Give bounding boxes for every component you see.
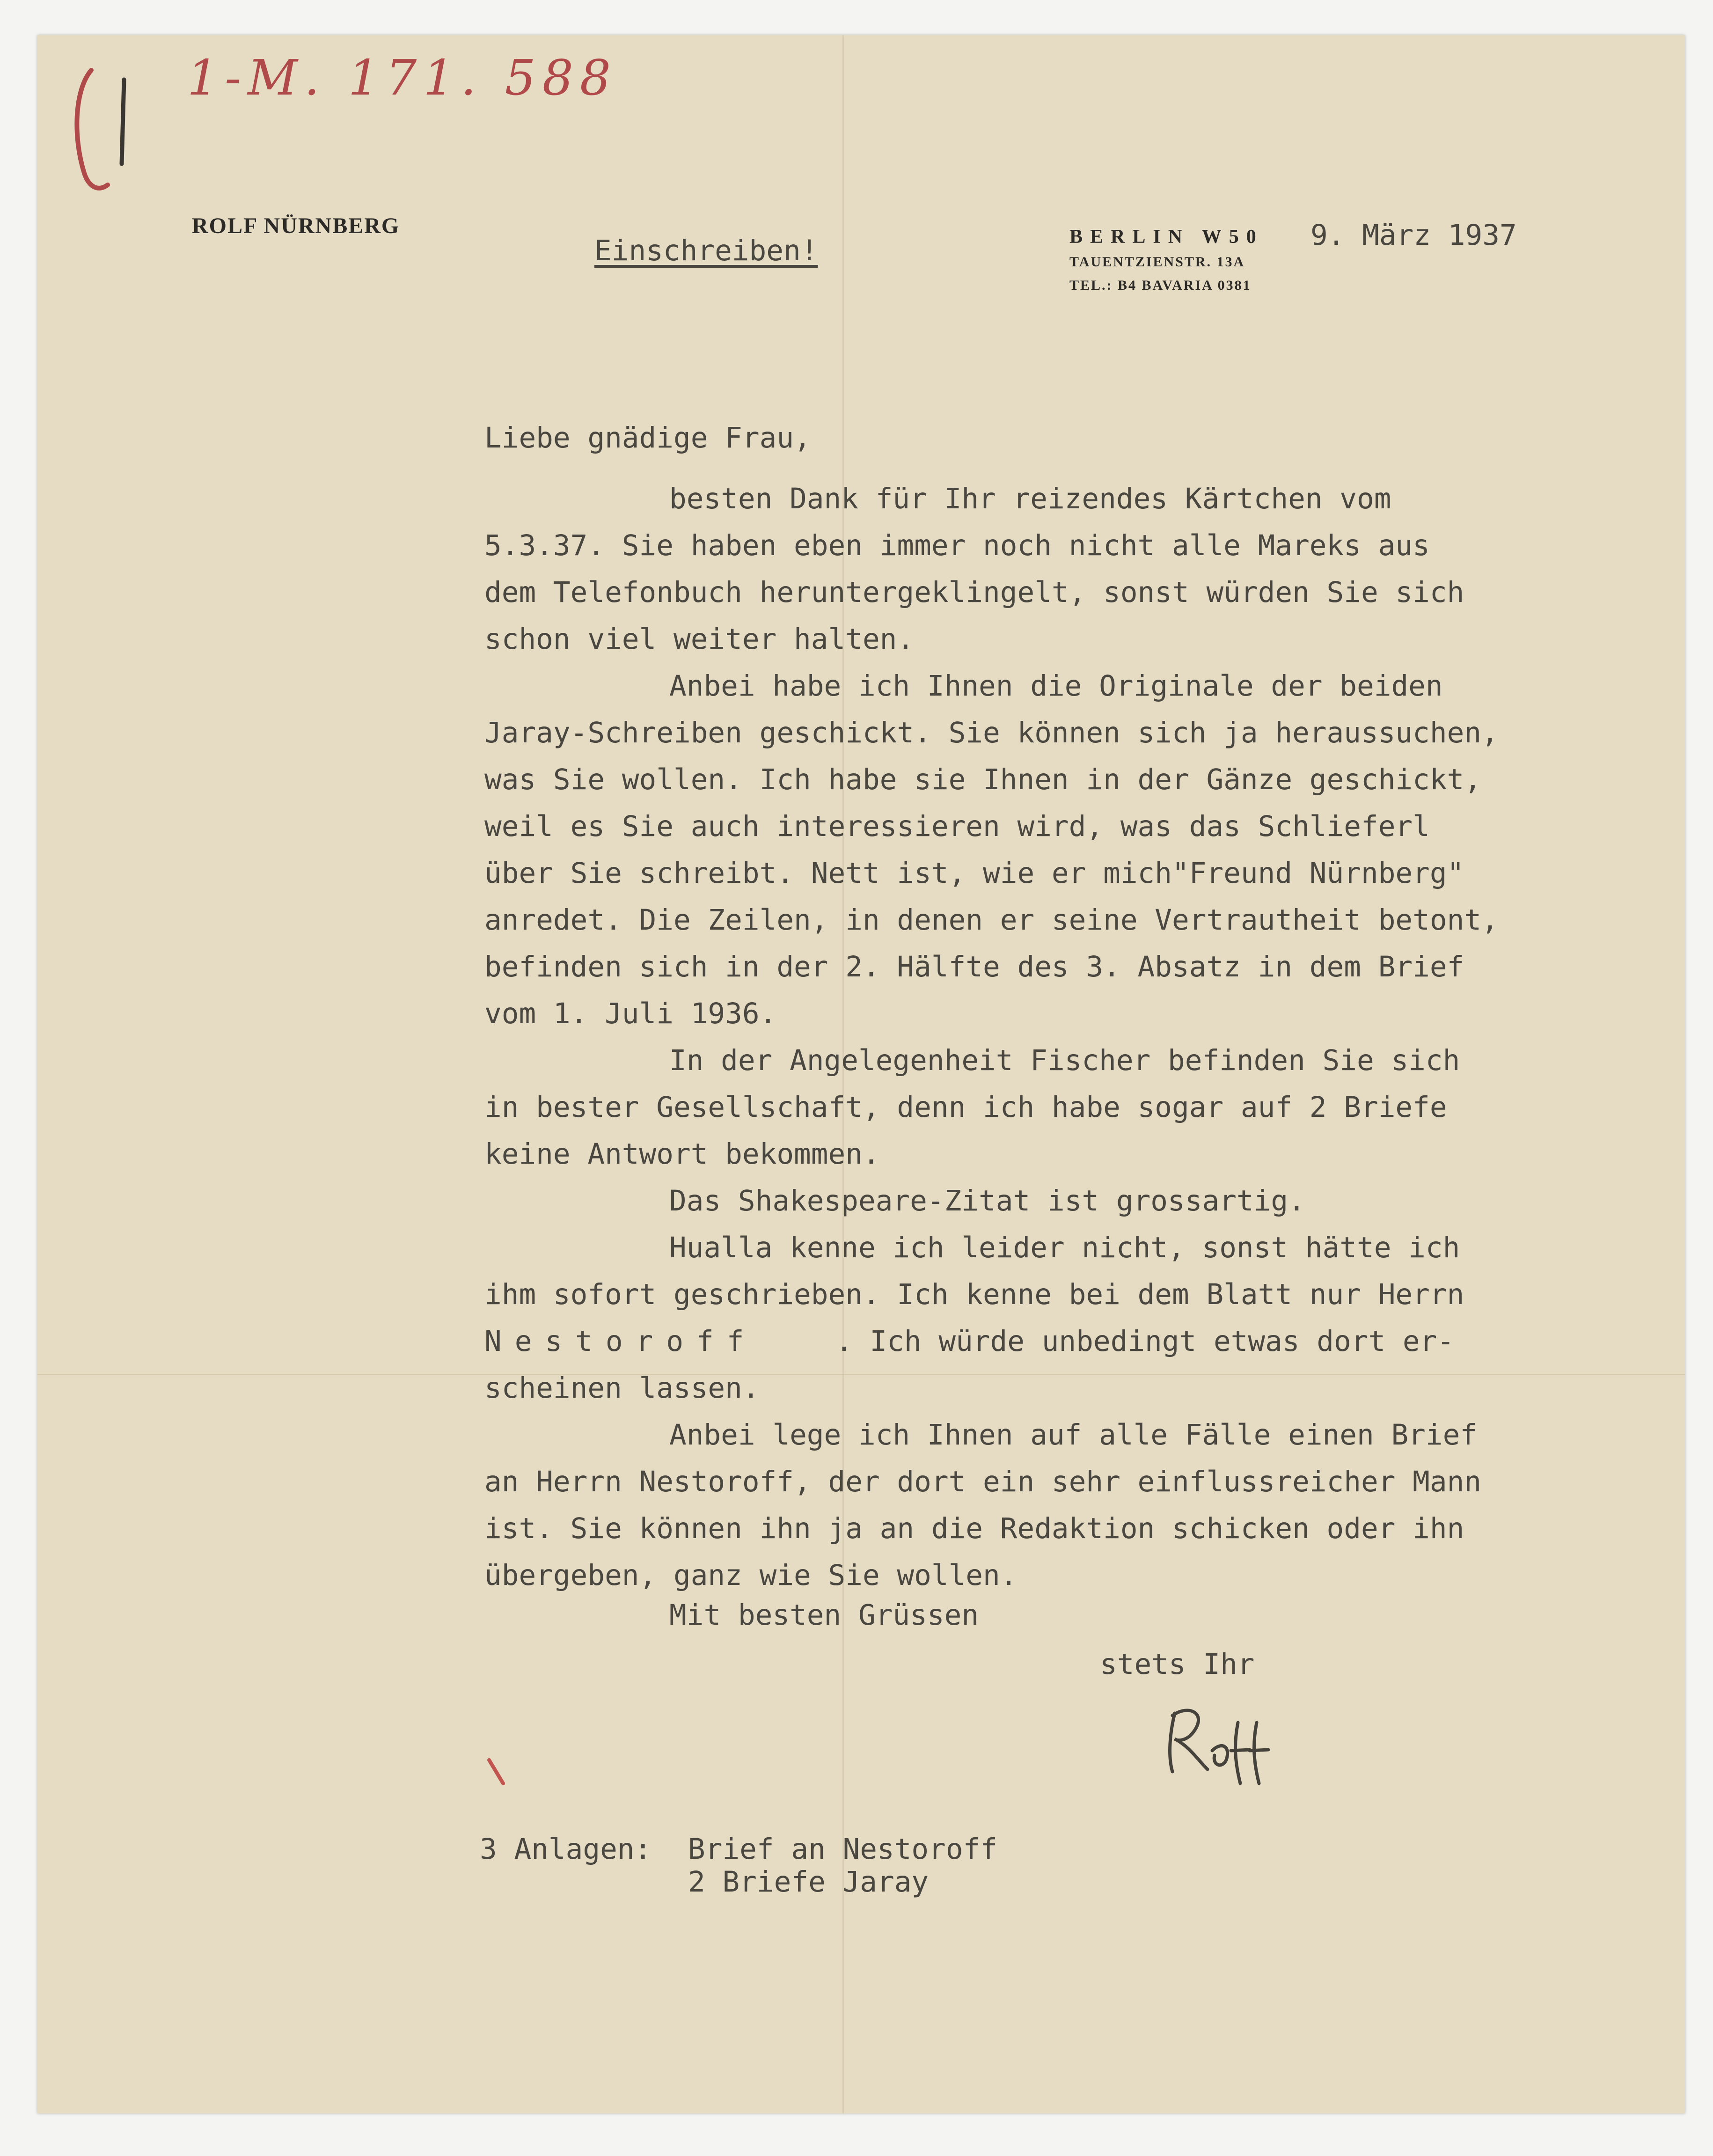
body-line: dem Telefonbuch heruntergeklingelt, sonst würden Sie sich	[484, 576, 1464, 609]
body-line: was Sie wollen. Ich habe sie Ihnen in der Gänze geschickt,	[484, 763, 1482, 796]
letterhead-tel: TEL.: B4 BAVARIA 0381	[1069, 278, 1252, 293]
body-line: befinden sich in der 2. Hälfte des 3. Absatz in dem Brief	[484, 950, 1464, 983]
body-line: . Ich würde unbedingt etwas dort er-	[835, 1325, 1455, 1358]
body-line: ihm sofort geschrieben. Ich kenne bei dem Blatt nur Herrn	[484, 1278, 1464, 1311]
salutation: Liebe gnädige Frau,	[484, 421, 811, 455]
body-line: in bester Gesellschaft, denn ich habe sogar auf 2 Briefe	[484, 1091, 1447, 1124]
red-pencil-tick	[484, 1755, 512, 1793]
enclosures-label: 3 Anlagen:	[480, 1833, 652, 1866]
body-line: scheinen lassen.	[484, 1371, 760, 1405]
body-line: Anbei lege ich Ihnen auf alle Fälle einen Brief	[669, 1418, 1478, 1452]
registered-mail-marker: Einschreiben!	[594, 234, 818, 267]
letterhead-street: TAUENTZIENSTR. 13A	[1069, 254, 1245, 270]
body-line: anredet. Die Zeilen, in denen er seine Vertrautheit betont,	[484, 903, 1499, 937]
spaced-name-nestoroff: Nestoroff	[484, 1325, 757, 1358]
red-bracket-mark	[47, 51, 140, 201]
body-line: In der Angelegenheit Fischer befinden Sie sich	[669, 1044, 1460, 1077]
paper-fold	[37, 1374, 1685, 1375]
body-line: besten Dank für Ihr reizendes Kärtchen vom	[669, 482, 1391, 515]
body-line: keine Antwort bekommen.	[484, 1137, 880, 1171]
body-line: Mit besten Grüssen	[669, 1599, 979, 1632]
body-line: Anbei habe ich Ihnen die Originale der beiden	[669, 669, 1443, 703]
body-line: 5.3.37. Sie haben eben immer noch nicht alle Mareks aus	[484, 529, 1430, 562]
body-line: Das Shakespeare-Zitat ist grossartig.	[669, 1184, 1305, 1217]
letterhead-name: ROLF NÜRNBERG	[192, 213, 400, 238]
letter-date: 9. März 1937	[1310, 219, 1517, 252]
body-line: schon viel weiter halten.	[484, 623, 915, 656]
body-line: Jaray-Schreiben geschickt. Sie können sich ja heraussuchen,	[484, 716, 1499, 749]
enclosure-item: 2 Briefe Jaray	[688, 1865, 929, 1899]
body-line: übergeben, ganz wie Sie wollen.	[484, 1559, 1018, 1592]
enclosure-item: Brief an Nestoroff	[688, 1833, 998, 1866]
body-line: über Sie schreibt. Nett ist, wie er mich"Freund Nürnberg"	[484, 857, 1464, 890]
letterhead-city: BERLIN W50	[1069, 226, 1264, 248]
signature	[1156, 1694, 1296, 1788]
body-line: an Herrn Nestoroff, der dort ein sehr einflussreicher Mann	[484, 1465, 1482, 1498]
body-line: weil es Sie auch interessieren wird, was das Schlieferl	[484, 810, 1430, 843]
body-line: vom 1. Juli 1936.	[484, 997, 777, 1030]
archive-number: 1-M. 171. 588	[187, 49, 618, 106]
body-line: ist. Sie können ihn ja an die Redaktion schicken oder ihn	[484, 1512, 1464, 1545]
body-line: Hualla kenne ich leider nicht, sonst hätte ich	[669, 1231, 1460, 1264]
closing: stets Ihr	[1100, 1648, 1255, 1681]
